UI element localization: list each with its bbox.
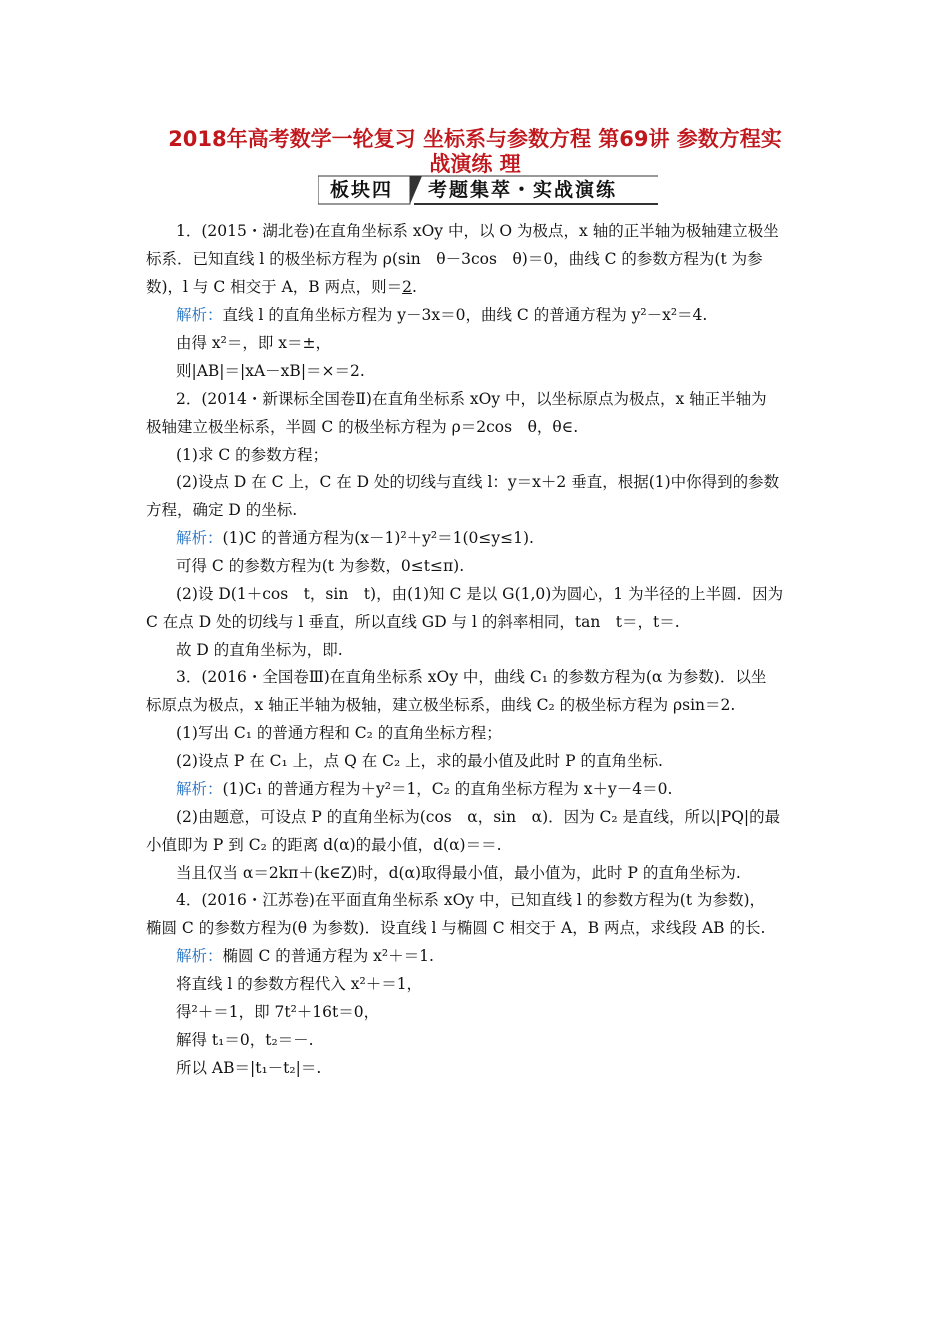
analysis-label: 解析： — [176, 947, 223, 965]
q3-sub-1: (1)写出 C₁ 的普通方程和 C₂ 的直角坐标方程； — [176, 724, 502, 742]
q2-analysis-3: (2)设 D(1＋cos t，sin t)，由(1)知 C 是以 G(1,0)为圆心，1 为半径的上半圆．因为 — [176, 585, 784, 603]
section-banner — [318, 174, 658, 206]
analysis-label: 解析： — [176, 306, 223, 324]
q1-line-1: 1．(2015・湖北卷)在直角坐标系 xOy 中，以 O 为极点，x 轴的正半轴为极轴建立极坐 — [176, 222, 779, 240]
q2-analysis-4: C 在点 D 处的切线与 l 垂直，所以直线 GD 与 l 的斜率相同，tan t＝，t＝. — [146, 613, 680, 631]
q2-analysis-5: 故 D 的直角坐标为，即. — [176, 641, 343, 659]
q4-analysis-5: 所以 AB＝|t₁－t₂|＝. — [176, 1059, 322, 1077]
q4-line-1: 4．(2016・江苏卷)在平面直角坐标系 xOy 中，已知直线 l 的参数方程为(t 为参数)， — [176, 891, 766, 909]
q3-analysis-2: (2)由题意，可设点 P 的直角坐标为(cos α，sin α)．因为 C₂ 是直线，所以|PQ|的最 — [176, 808, 781, 826]
q4-analysis-2: 将直线 l 的参数方程代入 x²＋＝1， — [176, 975, 423, 993]
q3-line-1: 3．(2016・全国卷Ⅲ)在直角坐标系 xOy 中，曲线 C₁ 的参数方程为(α 为参数)．以坐 — [176, 668, 767, 686]
q1-line-3-text: 数)，l 与 C 相交于 A，B 两点，则＝ — [146, 278, 403, 296]
q1-answer: 2 — [402, 278, 412, 296]
q4-line-2: 椭圆 C 的参数方程为(θ 为参数)．设直线 l 与椭圆 C 相交于 A，B 两点，求线段 AB 的长. — [146, 919, 766, 937]
doc-title-line-2: 战演练 理 — [429, 152, 521, 176]
q2-sub-1: (1)求 C 的参数方程； — [176, 446, 329, 464]
doc-title-line-1: 2018年高考数学一轮复习 坐标系与参数方程 第69讲 参数方程实 — [168, 127, 782, 151]
analysis-text: (1)C₁ 的普通方程为＋y²＝1，C₂ 的直角坐标方程为 x＋y－4＝0. — [222, 780, 673, 798]
analysis-text: 直线 l 的直角坐标方程为 y－3x＝0，曲线 C 的普通方程为 y²－x²＝4. — [222, 306, 708, 324]
q1-analysis-1 — [176, 305, 707, 325]
q4-analysis-3: 得²＋＝1，即 7t²＋16t＝0， — [176, 1003, 380, 1021]
q4-analysis-1 — [176, 946, 434, 966]
analysis-label: 解析： — [176, 529, 223, 547]
q4-analysis-4: 解得 t₁＝0，t₂＝－. — [176, 1031, 314, 1049]
analysis-label: 解析： — [176, 780, 223, 798]
banner-heading: 考题集萃・实战演练 — [428, 179, 618, 201]
q2-sub-2b: 方程，确定 D 的坐标. — [146, 501, 298, 519]
analysis-text: (1)C 的普通方程为(x－1)²＋y²＝1(0≤y≤1). — [222, 529, 534, 547]
banner-block-label: 板块四 — [330, 179, 394, 201]
q2-analysis-1 — [176, 528, 534, 548]
analysis-text: 椭圆 C 的普通方程为 x²＋＝1. — [222, 947, 434, 965]
q2-analysis-2: 可得 C 的参数方程为(t 为参数，0≤t≤π). — [176, 557, 465, 575]
q1-line-3 — [146, 277, 417, 297]
q2-sub-2a: (2)设点 D 在 C 上，C 在 D 处的切线与直线 l：y＝x＋2 垂直，根据(1)中你得到的参数 — [176, 473, 780, 491]
q3-analysis-3: 小值即为 P 到 C₂ 的距离 d(α)的最小值，d(α)＝＝. — [146, 836, 502, 854]
q3-sub-2: (2)设点 P 在 C₁ 上，点 Q 在 C₂ 上，求的最小值及此时 P 的直角坐标. — [176, 752, 663, 770]
q3-line-2: 标原点为极点，x 轴正半轴为极轴，建立极坐标系，曲线 C₂ 的极坐标方程为 ρsin＝2. — [146, 696, 736, 714]
q3-analysis-1 — [176, 779, 672, 799]
q1-line-2: 标系．已知直线 l 的极坐标方程为 ρ(sin θ－3cos θ)＝0，曲线 C 的参数方程为(t 为参 — [146, 250, 763, 268]
q1-analysis-2: 由得 x²＝，即 x＝±， — [176, 334, 332, 352]
q3-analysis-4: 当且仅当 α＝2kπ＋(k∈Z)时，d(α)取得最小值，最小值为，此时 P 的直角坐标为. — [176, 864, 741, 882]
q2-line-1: 2．(2014・新课标全国卷Ⅱ)在直角坐标系 xOy 中，以坐标原点为极点，x 轴正半轴为 — [176, 390, 767, 408]
q2-line-2: 极轴建立极坐标系，半圆 C 的极坐标方程为 ρ＝2cos θ，θ∈. — [146, 418, 579, 436]
q1-analysis-3: 则|AB|＝|xA－xB|＝×＝2. — [176, 362, 365, 380]
q1-line-3-end: . — [411, 278, 417, 296]
